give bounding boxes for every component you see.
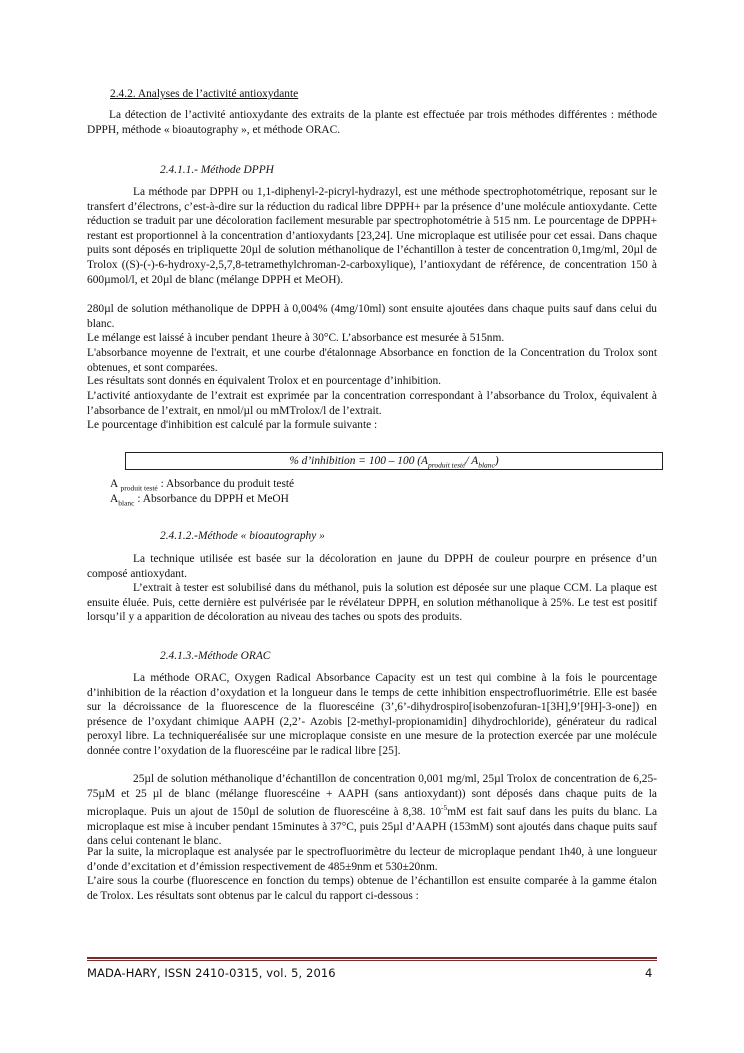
legend-blanc (110, 492, 289, 511)
formula-main: % d’inhibition = 100 – 100 (A (289, 455, 428, 467)
orac-paragraph-3: Par la suite, la microplaque est analysée par le spectrofluorimètre du lecteur de microplaque pendant 1h40, à une longueur d’onde d’excitation et d’émission respectivement de 485±9nm et 530±20nm. (87, 846, 657, 873)
dpph-paragraph-6: L’activité antioxydante de l’extrait est exprimée par la concentration correspondant à l’absorbance du Trolox, équivalent à l’absorbance de l’extrait, en nmol/µl ou mMTrolox/l de l’extrait. (87, 390, 657, 417)
orac-paragraph-1: La méthode ORAC, Oxygen Radical Absorbance Capacity est un test qui combine à la fois le pourcentage d’inhibition de la réaction d’oxydation et la longueur dans le temps de cette inhibition enspectrofluorimétrie. Elle est basée sur la décroissance de la fluorescence de la fluorescéine (3’,6’-dihydrospiro[isobenzofuran-1[3H],9’[9H]-3-one]) en présence de l’oxydant chimique AAPH (2,2’- Azobis [2-methyl-propionamidin] dihydrochloride), générateur du radical peroxyl libre. La techniqueréalisée sur une microplaque consiste en une mesure de la protection exercée par une molécule donnée contre l’oxydation de la fluorescéine par le radical libre [25]. (87, 672, 657, 757)
footer-rule-thick (87, 957, 657, 959)
dpph-paragraph-4: L'absorbance moyenne de l'extrait, et une courbe d'étalonnage Absorbance en fonction de la Concentration du Trolox sont obtenues, et sont comparées. (87, 347, 657, 374)
legend-blanc-text: : Absorbance du DPPH et MeOH (134, 493, 289, 505)
formula-mid: / A (465, 455, 479, 467)
orac-paragraph-4: L’aire sous la courbe (fluorescence en fonction du temps) obtenue de l’échantillon est ensuite comparée à la gamme étalon de Trolox. Les résultats sont obtenus par le calcul du rapport ci-dessous : (87, 875, 657, 902)
formula-end: ) (494, 455, 499, 467)
footer-journal: MADA-HARY, ISSN 2410-0315, vol. 5, 2016 (87, 966, 336, 980)
footer-rule-thin (87, 960, 657, 961)
orac-p2-part-b: mM est fait sauf dans les puits du blanc. La microplaque est mise à incuber pendant 15minutes à 37°C, puis 25µl d’AAPH (153mM) sont ajoutés dans chaque puits sauf dans celui contenant le blanc. (87, 805, 658, 848)
bioautography-title: 2.4.1.2.-Méthode « bioautography » (160, 530, 325, 542)
orac-p2-part-a: 25µl de solution méthanolique d’échantillon de concentration 0,001 mg/ml, 25µl Trolox de concentration de 6,25-75µM et 25 µl de blanc (mélange fluorescéine + AAPH (sans antioxydant)) sont déposés dans chaque puits de la microplaque. Puis un ajout de 150µl de solution de fluorescéine à 8,38. 10 (87, 773, 657, 818)
dpph-paragraph-3: Le mélange est laissé à incuber pendant 1heure à 30°C. L’absorbance est mesurée à 515nm. (87, 332, 505, 344)
inhibition-formula (125, 452, 663, 470)
dpph-paragraph-2: 280µl de solution méthanolique de DPPH à 0,004% (4mg/10ml) sont ensuite ajoutées dans chaque puits sauf dans celui du blanc. (87, 303, 657, 330)
legend-produit-text: : Absorbance du produit testé (157, 478, 295, 490)
dpph-paragraph-1: La méthode par DPPH ou 1,1-diphenyl-2-picryl-hydrazyl, est une méthode spectrophotométrique, reposant sur le transfert d’électrons, c’est-à-dire sur la réduction du radical libre DPPH+ par la présence d’une molécule antioxydante. Cette réduction se traduit par une décoloration facilement mesurable par spectrophotométrie à 515 nm. Le pourcentage de DPPH+ restant est proportionnel à la concentration d’antioxydants [23,24]. Une microplaque est utilisée pour cet essai. Dans chaque puits sont déposés en tripliquette 20µl de solution méthanolique de l’échantillon à tester de concentration 0,1mg/ml, 20µl de Trolox ((S)-(-)-6-hydroxy-2,5,7,8-tetramethylchroman-2-carboxylique), l’antioxydant de référence, de concentration 150 à 600µmol/l, et 20µl de blanc (mélange DPPH et MeOH). (87, 186, 657, 286)
legend-blanc-sub: blanc (118, 498, 135, 508)
bioautography-paragraph-2: L’extrait à tester est solubilisé dans du méthanol, puis la solution est déposée sur une plaque CCM. La plaque est ensuite éluée. Puis, cette dernière est pulvérisée par le révélateur DPPH, en solution méthanolique à 25%. Le test est positif lorsqu’il y a apparition de décoloration au niveau des taches ou spots des produits. (87, 582, 657, 624)
orac-p2-exponent: -5 (441, 803, 448, 813)
legend-produit-sub: produit testé (120, 483, 158, 493)
footer-page-number: 4 (645, 966, 653, 980)
formula-sub-produit: produit testé (428, 460, 466, 470)
section-heading: 2.4.2. Analyses de l’activité antioxydante (110, 88, 299, 100)
dpph-paragraph-5: Les résultats sont donnés en équivalent Trolox et en pourcentage d’inhibition. (87, 375, 441, 387)
orac-title: 2.4.1.3.-Méthode ORAC (160, 650, 271, 662)
legend-produit-symbol: A (110, 478, 118, 490)
dpph-paragraph-7: Le pourcentage d'inhibition est calculé par la formule suivante : (87, 419, 378, 431)
section-intro: La détection de l’activité antioxydante des extraits de la plante est effectuée par trois méthodes différentes : méthode DPPH, méthode « bioautography », et méthode ORAC. (87, 109, 657, 136)
orac-paragraph-2 (87, 772, 657, 849)
legend-blanc-symbol: A (110, 493, 119, 505)
dpph-title: 2.4.1.1.- Méthode DPPH (160, 164, 274, 176)
bioautography-paragraph-1: La technique utilisée est basée sur la décoloration en jaune du DPPH de couleur pourpre en présence d’un composé antioxydant. (87, 553, 657, 580)
formula-sub-blanc: blanc (478, 460, 495, 470)
